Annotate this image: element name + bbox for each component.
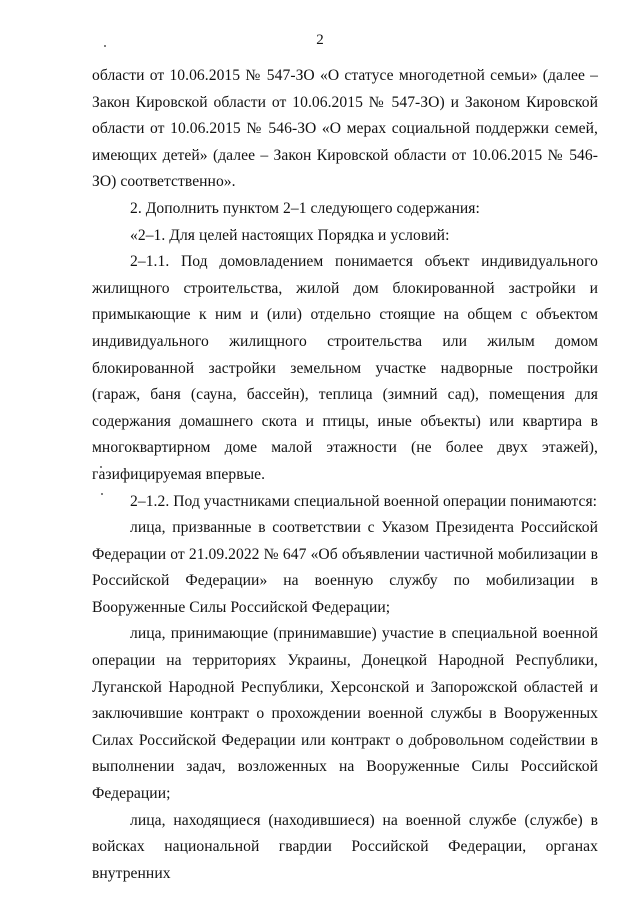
- paragraph-item-2-1: «2–1. Для целей настоящих Порядка и условий:: [130, 226, 450, 244]
- document-body: [92, 63, 598, 887]
- page-number: 2: [316, 32, 324, 48]
- paragraph-guard-persons: лица, находящиеся (находившиеся) на военной службе (службе) в войсках национальной гвардии Российской Федерации, органах внутренних: [92, 811, 598, 882]
- scan-speck: [104, 45, 106, 47]
- paragraph-continuation: области от 10.06.2015 № 547-ЗО «О статусе многодетной семьи» (далее – Закон Кировской области от 10.06.2015 № 547-ЗО) и Законом Кировской области от 10.06.2015 № 546-ЗО «О мерах социальной поддержки семей, имеющих детей» (далее – Закон Кировской области от 10.06.2015 № 546-ЗО) соответственно».: [92, 67, 598, 191]
- paragraph-mobilized-persons: лица, призванные в соответствии с Указом Президента Российской Федерации от 21.09.2022 № 647 «Об объявлении частичной мобилизации в Российской Федерации» на военную службу по мобилизации в Вооруженные Силы Российской Федерации;: [92, 519, 598, 616]
- paragraph-item-2-1-1: 2–1.1. Под домовладением понимается объект индивидуального жилищного строительства, жилой дом блокированной застройки и примыкающие к ним и (или) отдельно стоящие на общем с объектом индивидуального жилищного строительства или жилым домом блокированной застройки земельном участке надворные постройки (гараж, баня (сауна, бассейн), теплица (зимний сад), помещения для содержания домашнего скота и птицы, иные объекты) или квартира в многоквартирном доме малой этажности (не более двух этажей), газифицируемая впервые.: [92, 253, 598, 483]
- paragraph-item-2-1-2: 2–1.2. Под участниками специальной военной операции понимаются:: [130, 492, 598, 510]
- paragraph-contract-persons: лица, принимающие (принимавшие) участие в специальной военной операции на территориях Украины, Донецкой Народной Республики, Луганской Народной Республики, Херсонской и Запорожской областей и заключившие контракт о прохождении военной службы в Вооруженных Силах Российской Федерации или контракт о добровольном содействии в выполнении задач, возложенных на Вооруженные Силы Российской Федерации;: [92, 625, 598, 803]
- paragraph-item-2: 2. Дополнить пунктом 2–1 следующего содержания:: [130, 199, 480, 217]
